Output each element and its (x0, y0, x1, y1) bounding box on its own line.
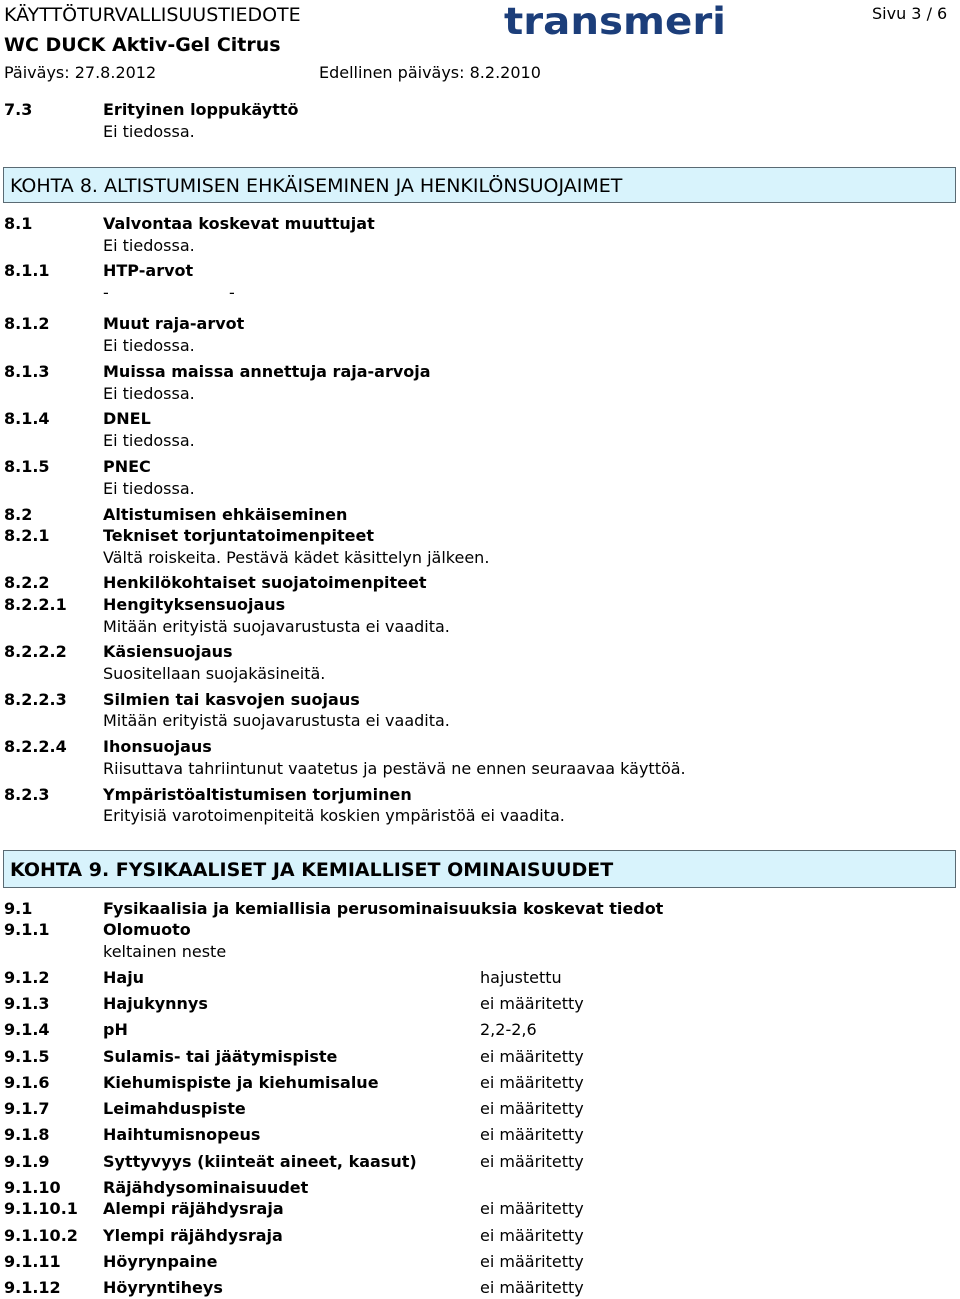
item-label: Syttyvyys (kiinteät aineet, kaasut) (103, 1152, 417, 1171)
item-number: 8.1.5 (4, 457, 50, 476)
property-value: ei määritetty (480, 1199, 584, 1218)
item-number: 9.1.8 (4, 1125, 50, 1144)
item-label: Höyryntiheys (103, 1278, 223, 1297)
item-number: 8.2.1 (4, 526, 50, 545)
item-number: 9.1.10 (4, 1178, 61, 1197)
item-number: 7.3 (4, 100, 33, 119)
item-number: 8.2.2.3 (4, 690, 67, 709)
item-number: 9.1.10.2 (4, 1226, 78, 1245)
item-number: 9.1.1 (4, 920, 50, 939)
item-value: Ei tiedossa. (103, 384, 195, 403)
item-label: PNEC (103, 457, 151, 476)
item-label: Fysikaalisia ja kemiallisia perusominaisuuksia koskevat tiedot (103, 899, 664, 918)
item-number: 8.2.2.4 (4, 737, 67, 756)
item-label: Muut raja-arvot (103, 314, 245, 333)
item-label: Ylempi räjähdysraja (103, 1226, 283, 1245)
item-label: Hajukynnys (103, 994, 208, 1013)
item-label: Alempi räjähdysraja (103, 1199, 284, 1218)
page-number: Sivu 3 / 6 (872, 4, 948, 23)
transmeri-logo (504, 5, 728, 39)
item-label: Ympäristöaltistumisen torjuminen (103, 785, 412, 804)
item-label: HTP-arvot (103, 261, 194, 280)
htp-dash: - (103, 283, 109, 302)
previous-revision-date: Edellinen päiväys: 8.2.2010 (319, 63, 541, 82)
property-value: ei määritetty (480, 1099, 584, 1118)
item-label: Haihtumisnopeus (103, 1125, 261, 1144)
item-number: 8.2 (4, 505, 33, 524)
item-value: Vältä roiskeita. Pestävä kädet käsittelyn jälkeen. (103, 548, 490, 567)
item-value: Riisuttava tahriintunut vaatetus ja pestävä ne ennen seuraavaa käyttöä. (103, 759, 686, 778)
property-value: ei määritetty (480, 1047, 584, 1066)
property-value: ei määritetty (480, 1152, 584, 1171)
item-label: Olomuoto (103, 920, 191, 939)
property-value: hajustettu (480, 968, 562, 987)
item-number: 8.2.2.1 (4, 595, 67, 614)
property-value: ei määritetty (480, 1252, 584, 1271)
item-label: Tekniset torjuntatoimenpiteet (103, 526, 374, 545)
section-8-heading (3, 167, 956, 203)
item-number: 9.1.6 (4, 1073, 50, 1092)
item-value: Ei tiedossa. (103, 336, 195, 355)
item-number: 8.2.2 (4, 573, 50, 592)
item-number: 9.1.9 (4, 1152, 50, 1171)
property-value: ei määritetty (480, 1278, 584, 1297)
item-value: Erityisiä varotoimenpiteitä koskien ympäristöä ei vaadita. (103, 806, 565, 825)
property-value: ei määritetty (480, 1073, 584, 1092)
item-number: 9.1.4 (4, 1020, 50, 1039)
section-8-title: KOHTA 8. ALTISTUMISEN EHKÄISEMINEN JA HENKILÖNSUOJAIMET (10, 175, 623, 197)
item-label: pH (103, 1020, 128, 1039)
item-label: Henkilökohtaiset suojatoimenpiteet (103, 573, 427, 592)
item-label: Räjähdysominaisuudet (103, 1178, 309, 1197)
section-9-title: KOHTA 9. FYSIKAALISET JA KEMIALLISET OMINAISUUDET (10, 859, 614, 881)
item-number: 8.1 (4, 214, 33, 233)
htp-dash: - (229, 283, 235, 302)
section-9-heading (3, 850, 956, 888)
item-number: 9.1.3 (4, 994, 50, 1013)
item-number: 8.2.3 (4, 785, 50, 804)
item-label: Silmien tai kasvojen suojaus (103, 690, 360, 709)
item-number: 8.1.3 (4, 362, 50, 381)
item-number: 9.1.7 (4, 1099, 50, 1118)
property-value: ei määritetty (480, 994, 584, 1013)
item-label: Käsiensuojaus (103, 642, 233, 661)
property-value: 2,2-2,6 (480, 1020, 537, 1039)
item-number: 8.1.1 (4, 261, 50, 280)
item-number: 9.1.11 (4, 1252, 61, 1271)
item-label: Höyrynpaine (103, 1252, 218, 1271)
item-value: Ei tiedossa. (103, 122, 195, 141)
property-value: ei määritetty (480, 1125, 584, 1144)
item-number: 9.1.12 (4, 1278, 61, 1297)
item-label: Hengityksensuojaus (103, 595, 286, 614)
product-name: WC DUCK Aktiv-Gel Citrus (4, 34, 281, 56)
item-number: 8.1.2 (4, 314, 50, 333)
item-number: 9.1.2 (4, 968, 50, 987)
item-label: Kiehumispiste ja kiehumisalue (103, 1073, 379, 1092)
item-number: 8.2.2.2 (4, 642, 67, 661)
item-label: Leimahduspiste (103, 1099, 246, 1118)
document-type: KÄYTTÖTURVALLISUUSTIEDOTE (4, 4, 301, 26)
item-value: Mitään erityistä suojavarustusta ei vaadita. (103, 617, 450, 636)
logo-text: transmeri (504, 5, 726, 39)
item-value: Ei tiedossa. (103, 236, 195, 255)
item-label: Ihonsuojaus (103, 737, 212, 756)
item-label: Altistumisen ehkäiseminen (103, 505, 348, 524)
item-label: DNEL (103, 409, 151, 428)
item-label: Valvontaa koskevat muuttujat (103, 214, 375, 233)
item-number: 9.1.5 (4, 1047, 50, 1066)
item-number: 9.1.10.1 (4, 1199, 78, 1218)
item-label: Sulamis- tai jäätymispiste (103, 1047, 338, 1066)
item-value: Suositellaan suojakäsineitä. (103, 664, 326, 683)
revision-date: Päiväys: 27.8.2012 (4, 63, 157, 82)
property-value: ei määritetty (480, 1226, 584, 1245)
item-label: Erityinen loppukäyttö (103, 100, 299, 119)
item-label: Haju (103, 968, 145, 987)
item-value: Mitään erityistä suojavarustusta ei vaadita. (103, 711, 450, 730)
item-label: Muissa maissa annettuja raja-arvoja (103, 362, 431, 381)
item-value: Ei tiedossa. (103, 431, 195, 450)
item-value: Ei tiedossa. (103, 479, 195, 498)
item-value: keltainen neste (103, 942, 227, 961)
item-number: 8.1.4 (4, 409, 50, 428)
item-number: 9.1 (4, 899, 33, 918)
